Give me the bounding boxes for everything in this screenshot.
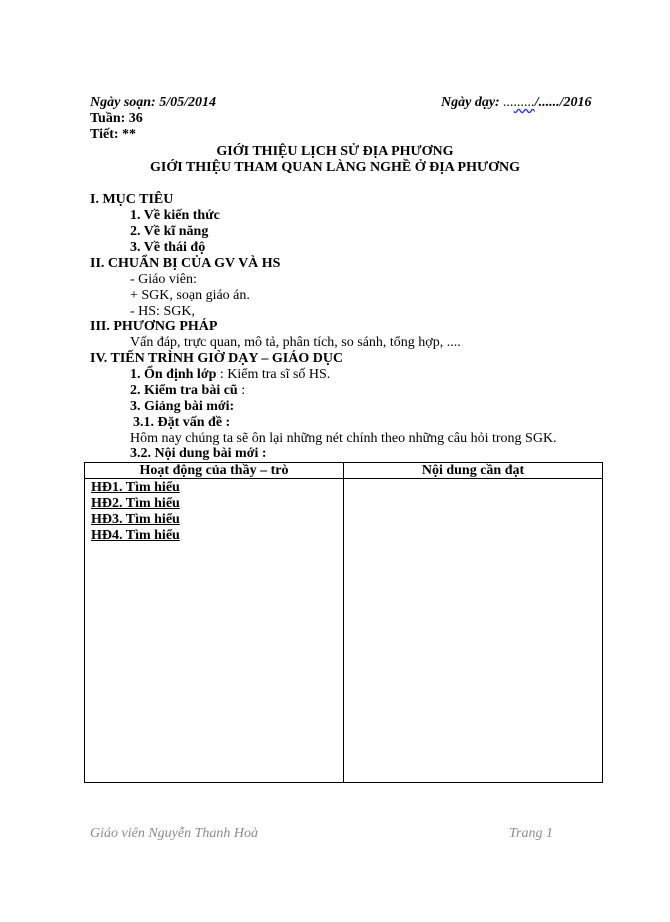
footer-teacher: Giáo viên Nguyễn Thanh Hoà <box>90 826 258 841</box>
section-4-item-1 <box>130 367 330 383</box>
date-prepared: Ngày soạn: 5/05/2014 <box>90 95 216 110</box>
date-taught-spellcheck-blank: ...... <box>513 95 535 110</box>
section-3-text: Vấn đáp, trực quan, mô tả, phân tích, so sánh, tổng hợp, .... <box>130 335 461 350</box>
week: Tuần: 36 <box>90 111 143 126</box>
section-2-item: - Giáo viên: <box>130 272 197 287</box>
section-1-item: 1. Về kiến thức <box>130 208 220 223</box>
section-4-item-2 <box>130 383 245 399</box>
item-1-label: 1. Ổn định lớp <box>130 367 217 382</box>
activity-item: HĐ2. Tìm hiểu <box>91 496 180 511</box>
footer-page-number: Trang 1 <box>509 826 553 841</box>
title-line-2: GIỚI THIỆU THAM QUAN LÀNG NGHỀ Ở ĐỊA PHƯƠNG <box>149 160 520 175</box>
title-line-1: GIỚI THIỆU LỊCH SỬ ĐỊA PHƯƠNG <box>216 144 454 159</box>
activity-item: HĐ1. Tìm hiểu <box>91 480 180 495</box>
section-3-heading: III. PHƯƠNG PHÁP <box>90 319 218 334</box>
table-header-content: Nội dung cần đạt <box>421 463 525 478</box>
section-2-heading: II. CHUẨN BỊ CỦA GV VÀ HS <box>90 256 281 271</box>
table-header-activities: Hoạt động của thầy – trò <box>139 463 289 478</box>
section-4-item-3-2: 3.2. Nội dung bài mới : <box>130 446 267 461</box>
section-4-item-3: 3. Giảng bài mới: <box>130 399 235 414</box>
section-4-item-3-1: 3.1. Đặt vấn đề : <box>133 415 231 430</box>
item-1-text: : Kiểm tra sĩ số HS. <box>216 367 331 382</box>
table-column-divider <box>343 463 344 782</box>
section-1-item: 2. Về kĩ năng <box>130 224 209 239</box>
activity-list <box>91 480 180 544</box>
section-2-item: - HS: SGK, <box>130 304 195 319</box>
lesson-table <box>84 462 603 783</box>
date-taught-day: ... <box>503 95 514 110</box>
section-1-heading: I. MỤC TIÊU <box>90 192 174 207</box>
section-4-heading: IV. TIẾN TRÌNH GIỜ DẠY – GIÁO DỤC <box>90 351 344 366</box>
activity-item: HĐ4. Tìm hiểu <box>91 528 180 543</box>
section-1-item: 3. Về thái độ <box>130 240 206 255</box>
activity-item: HĐ3. Tìm hiểu <box>91 512 180 527</box>
date-taught <box>441 95 591 111</box>
item-2-label: 2. Kiểm tra bài cũ <box>130 383 238 398</box>
period: Tiết: ** <box>90 127 137 142</box>
section-2-item: + SGK, soạn giáo án. <box>130 288 250 303</box>
section-4-item-3-1-text: Hôm nay chúng ta sẽ ôn lại những nét chính theo những câu hỏi trong SGK. <box>130 431 557 446</box>
date-taught-rest: /....../2016 <box>534 95 592 110</box>
date-taught-label: Ngày dạy: <box>441 95 504 110</box>
item-2-text: : <box>237 383 246 398</box>
